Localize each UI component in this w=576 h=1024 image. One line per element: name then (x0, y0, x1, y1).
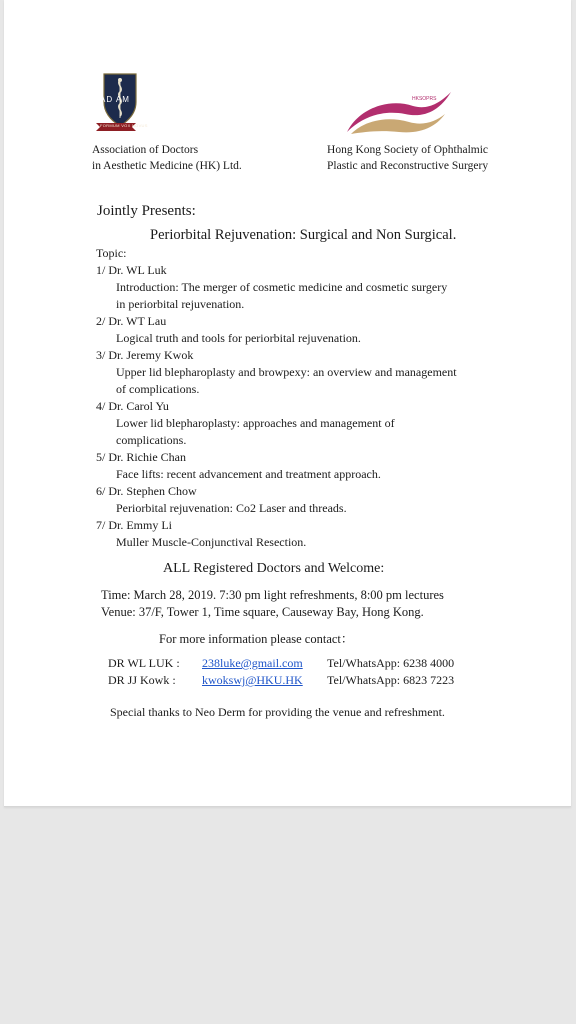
event-title: Periorbital Rejuvenation: Surgical and Non Surgical. (150, 227, 457, 243)
agenda-line: in periorbital rejuvenation. (116, 297, 245, 311)
left-organisation-name (92, 142, 242, 174)
jointly-presents-heading: Jointly Presents: (97, 203, 196, 219)
ribbon-motto: FORMUM VOX NOVUS (100, 123, 148, 128)
event-venue: Venue: 37/F, Tower 1, Time square, Causeway Bay, Hong Kong. (101, 605, 424, 619)
agenda-line: Periorbital rejuvenation: Co2 Laser and threads. (116, 501, 347, 515)
more-info-heading: For more information please contact： (159, 632, 354, 646)
right-org-line-1: Hong Kong Society of Ophthalmic (327, 144, 489, 156)
hksoprs-logo (343, 86, 455, 136)
agenda-line: Logical truth and tools for periorbital rejuvenation. (116, 331, 361, 345)
left-org-line-2: in Aesthetic Medicine (HK) Ltd. (92, 160, 242, 172)
contact-email-link[interactable]: kwokswj@HKU.HK (202, 673, 303, 687)
contact-phone: Tel/WhatsApp: 6823 7223 (327, 673, 455, 687)
agenda-line: Face lifts: recent advancement and treatment approach. (116, 467, 381, 481)
agenda-list (96, 245, 457, 551)
agenda-line: 7/ Dr. Emmy Li (96, 518, 172, 532)
agenda-line: 2/ Dr. WT Lau (96, 314, 167, 328)
right-org-line-2: Plastic and Reconstructive Surgery (327, 160, 489, 172)
contact-email-link[interactable]: 238luke@gmail.com (202, 656, 303, 670)
agenda-line: Upper lid blepharoplasty and browpexy: an overview and management (116, 365, 457, 379)
agenda-line: of complications. (116, 382, 200, 396)
contact-phone: Tel/WhatsApp: 6238 4000 (327, 656, 455, 670)
agenda-line: Introduction: The merger of cosmetic medicine and cosmetic surgery (116, 280, 448, 294)
agenda-line: 6/ Dr. Stephen Chow (96, 484, 197, 498)
contact-name: DR JJ Kowk : (108, 673, 176, 687)
contact-name: DR WL LUK : (108, 656, 180, 670)
welcome-heading: ALL Registered Doctors and Welcome: (163, 561, 385, 576)
agenda-line: 1/ Dr. WL Luk (96, 263, 167, 277)
agenda-line: Lower lid blepharoplasty: approaches and management of (116, 416, 395, 430)
flyer-page (4, 0, 571, 807)
right-organisation-name (327, 142, 488, 174)
agenda-line: complications. (116, 433, 187, 447)
left-org-line-1: Association of Doctors (92, 144, 199, 156)
agenda-line: 5/ Dr. Richie Chan (96, 450, 186, 464)
special-thanks-note: Special thanks to Neo Derm for providing the venue and refreshment. (110, 705, 445, 719)
agenda-line: Muller Muscle-Conjunctival Resection. (116, 535, 307, 549)
time-venue-block (101, 587, 444, 621)
agenda-line: 4/ Dr. Carol Yu (96, 399, 169, 413)
agenda-line: Topic: (96, 246, 127, 260)
logo-lettering: HKSOPRS (412, 96, 437, 102)
crest-letters: AD AM (100, 95, 130, 104)
agenda-line: 3/ Dr. Jeremy Kwok (96, 348, 194, 362)
event-time: Time: March 28, 2019. 7:30 pm light refreshments, 8:00 pm lectures (101, 588, 444, 602)
